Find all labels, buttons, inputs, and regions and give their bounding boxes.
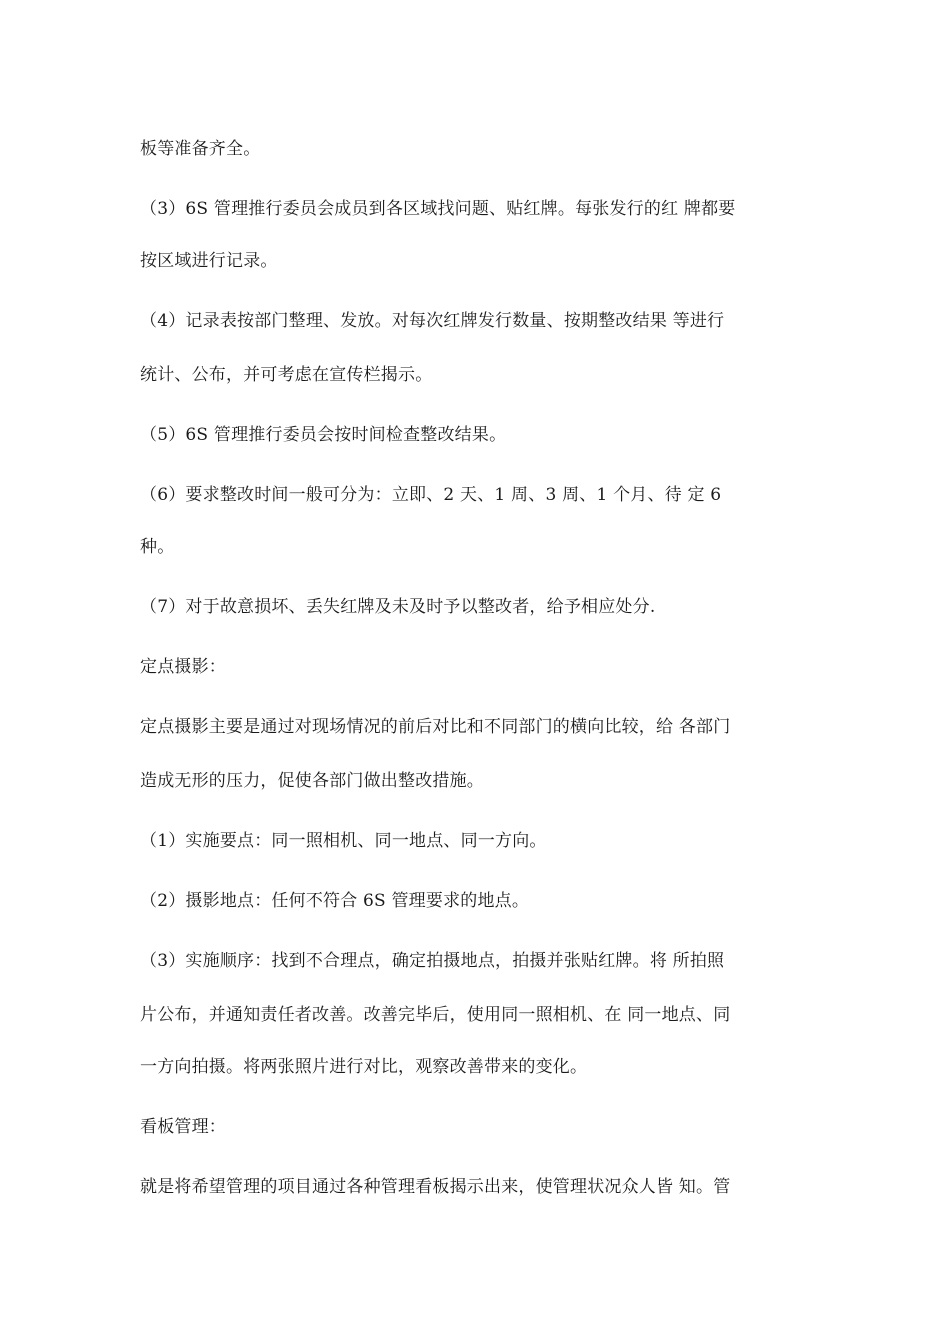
text-line: （2）摄影地点：任何不符合 6S 管理要求的地点。 [140, 891, 530, 911]
text-line: 按区域进行记录。 [140, 251, 278, 271]
text-line: 种。 [140, 537, 175, 557]
section-heading: 看板管理： [140, 1117, 226, 1137]
text-line: 定点摄影主要是通过对现场情况的前后对比和不同部门的横向比较，给 各部门 [140, 717, 731, 737]
section-heading: 定点摄影： [140, 657, 226, 677]
text-line: 板等准备齐全。 [140, 139, 261, 159]
text-line: 统计、公布，并可考虑在宣传栏揭示。 [140, 365, 433, 385]
text-line: （7）对于故意损坏、丢失红牌及未及时予以整改者，给予相应处分. [140, 597, 656, 617]
text-line: （5）6S 管理推行委员会按时间检查整改结果。 [140, 425, 507, 445]
text-line: （1）实施要点：同一照相机、同一地点、同一方向。 [140, 831, 547, 851]
text-line: 片公布，并通知责任者改善。改善完毕后，使用同一照相机、在 同一地点、同 [140, 1005, 731, 1025]
text-line: （4）记录表按部门整理、发放。对每次红牌发行数量、按期整改结果 等进行 [140, 311, 725, 331]
text-line: （3）实施顺序：找到不合理点，确定拍摄地点，拍摄并张贴红牌。将 所拍照 [140, 951, 725, 971]
text-line: （3）6S 管理推行委员会成员到各区域找问题、贴红牌。每张发行的红 牌都要 [140, 199, 736, 219]
text-line: 造成无形的压力，促使各部门做出整改措施。 [140, 771, 484, 791]
text-line: 就是将希望管理的项目通过各种管理看板揭示出来，使管理状况众人皆 知。管 [140, 1177, 731, 1197]
text-line: 一方向拍摄。将两张照片进行对比，观察改善带来的变化。 [140, 1057, 588, 1077]
text-line: （6）要求整改时间一般可分为：立即、2 天、1 周、3 周、1 个月、待 定 6 [140, 485, 722, 505]
